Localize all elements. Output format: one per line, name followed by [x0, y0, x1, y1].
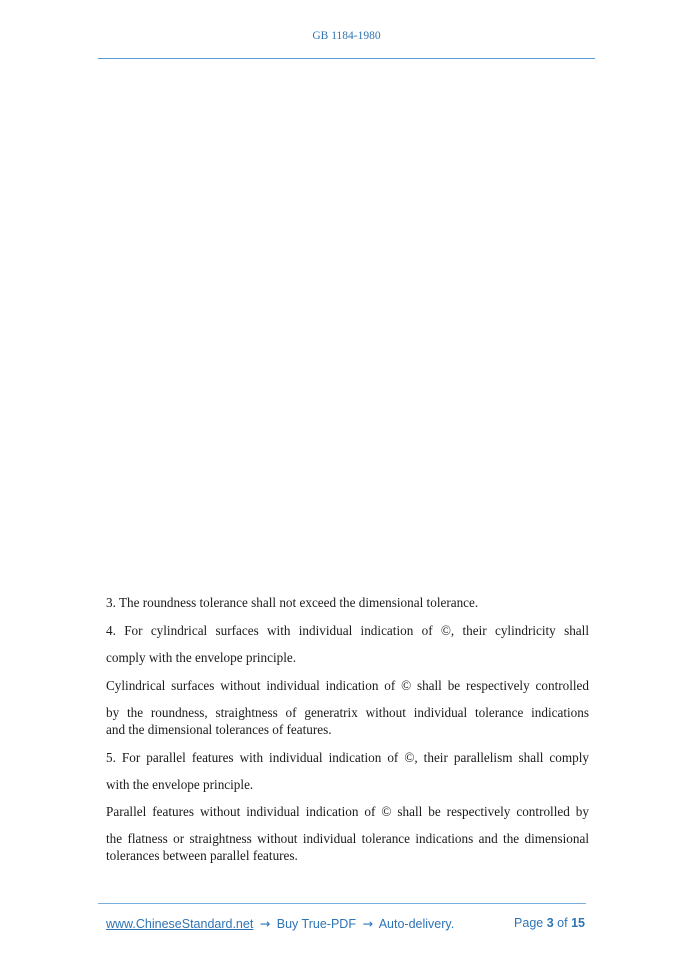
arrow-right-icon: → — [259, 916, 271, 931]
page-indicator — [514, 916, 585, 930]
paragraph-3-line-3: and the dimensional tolerances of features. — [106, 722, 332, 737]
paragraph-5-line-2: the flatness or straightness without individual tolerance indications and the dimensional — [106, 831, 589, 846]
arrow-right-icon: → — [362, 916, 373, 931]
paragraph-1-line-1: 3. The roundness tolerance shall not exceed the dimensional tolerance. — [106, 595, 479, 610]
buy-true-pdf-link[interactable]: Buy True-PDF — [276, 917, 356, 931]
page-label: Page — [514, 916, 544, 930]
header-doc-code: GB 1184-1980 — [312, 30, 381, 42]
paragraph-5-line-3: tolerances between parallel features. — [106, 848, 298, 863]
page-total: 15 — [571, 916, 585, 930]
header-rule — [98, 58, 595, 59]
paragraph-2-line-2: comply with the envelope principle. — [106, 650, 297, 665]
footer-left — [106, 916, 454, 931]
paragraph-4-line-2: with the envelope principle. — [106, 777, 254, 792]
site-link[interactable]: www.ChineseStandard.net — [106, 917, 254, 931]
paragraph-4-line-1: 5. For parallel features with individual indication of ©, their parallelism shall comply — [106, 750, 589, 765]
auto-delivery-text: Auto-delivery. — [378, 917, 455, 931]
paragraph-3-line-1: Cylindrical surfaces without individual indication of © shall be respectively controlled — [106, 678, 589, 693]
footer — [106, 916, 585, 934]
paragraph-2-line-1: 4. For cylindrical surfaces with individual indication of ©, their cylindricity shall — [106, 623, 589, 638]
page-of-label: of — [557, 916, 568, 930]
footer-rule — [98, 903, 586, 904]
page-current: 3 — [546, 916, 554, 930]
paragraph-5-line-1: Parallel features without individual indication of © shall be respectively controlled by — [106, 804, 589, 819]
paragraph-3-line-2: by the roundness, straightness of generatrix without individual tolerance indications — [106, 705, 589, 720]
